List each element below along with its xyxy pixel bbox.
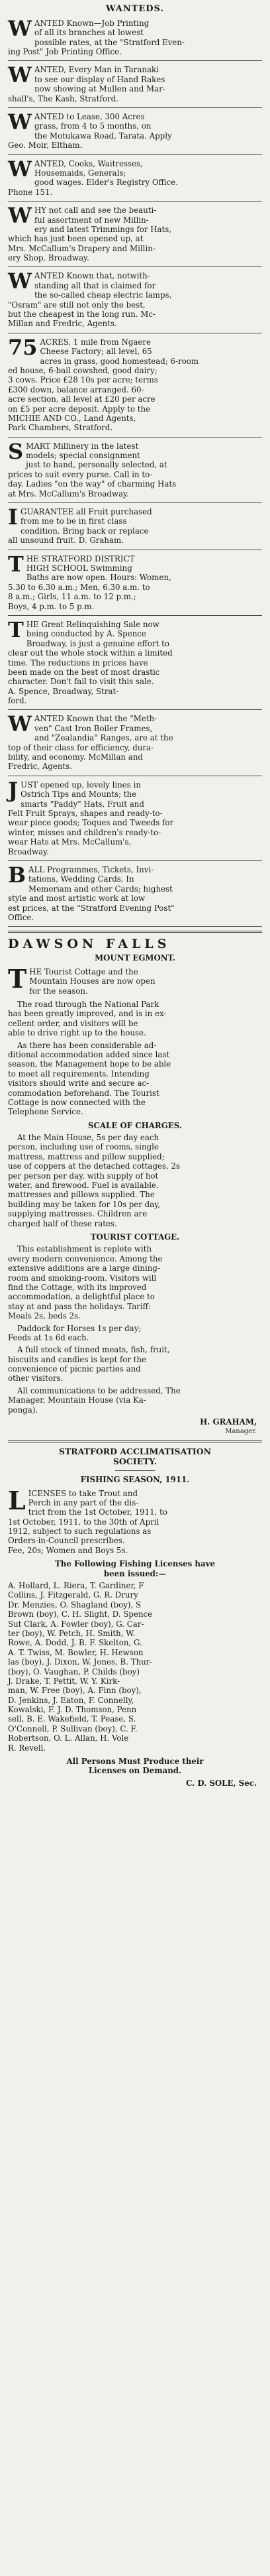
section-heading: WANTEDS. xyxy=(105,4,165,14)
drop-cap: T xyxy=(8,963,27,994)
drop-cap: W xyxy=(8,62,32,88)
ad-text: ALL Programmes, Tickets, Invi- tations, Wedding Cards, In Memoriam and other Cards; highest style and most artistic work at low est prices, at the "Stratford Evening Post" Office. xyxy=(8,864,175,922)
classified-ad-75-acres xyxy=(8,334,262,433)
drop-cap: J xyxy=(8,777,19,803)
dawson-falls-title: DAWSON FALLS xyxy=(8,937,171,952)
ad-text: ANTED, Every Man in Taranaki to see our display of Hand Rakes now showing at Mullen and Mar- shall's, The Kash, Stratford. xyxy=(8,65,165,103)
ad-divider xyxy=(8,926,262,927)
classified-ad-methven-cast-iron xyxy=(8,711,262,772)
ad-text: GUARANTEE all Fruit purchased from me to be in first class condition. Bring back or replace all unsound fruit. D. Graham. xyxy=(8,507,152,546)
main-house-charges: At the Main House, 5s per day each person, including use of rooms, single mattress, mattress and pillow supplied; use of coppers at the detached cottages, 2s per person per day, with supply of hot water, and firewood. Fuel is available. mattresses and pillows supplied. The building may be taken for 10s per day, supplying mattresses. Children are charged half of these rates. xyxy=(8,1133,181,1228)
drop-cap: T xyxy=(8,551,24,577)
dawson-paragraphs xyxy=(8,1000,262,1117)
license-holders: A. Hollard, L. Riera, T. Gardiner, F Collins, J. Fitzgerald, G. R. Drury Dr. Menzies, O. Shagland (boy), S Brown (boy), C. H. Slight, D. Spence Sut Clark, A. Fowler (boy), G. Car- ter (boy), W. Petch, H. Smith, W. Rowe, A. Dodd, J. B. F. Skelton, G. A. T. Twiss, M. Bowler, H. Hewson las (boy), J. Dixon, W. Jones, B. Thur- (boy), O. Vaughan, P. Childs (boy) J. Drake, T. Pettit, W. Y. Kirk- man, W. Free (boy), A. Finn (boy), D. Jenkins, J. Eaton, F. Connelly, Kowalski, F. J. D. Thomson, Penn sell, B. E. Wakefield, T. Pease, S. O'Connell, P. Sullivan (boy), C. F. Robertson, O. L. Allan, H. Vole R. Revell. xyxy=(8,1581,153,1753)
drop-cap: 75 xyxy=(8,334,38,360)
ad-text: HE Great Relinquishing Sale now being conducted by A. Spence Broadway, is just a genuine effort to clear out the whole stock within a limited time. The reductions in prices have been made on the best of most drastic character. Don't fail to visit this sale. A. Spence, Broadway, Strat- ford. xyxy=(8,619,173,706)
ad-text: ANTED Known that the "Meth- ven" Cast Iron Boiler Frames, and "Zealandia" Ranges, are at the top of their class for efficiency, dura- bility, and economy. McMillan and Fredric, Agents. xyxy=(8,714,173,772)
classified-ad-job-printing xyxy=(8,15,262,57)
fishing-season-heading: FISHING SEASON, 1911. xyxy=(80,1475,190,1485)
ad-divider xyxy=(8,201,262,202)
produce-licenses-notice: All Persons Must Produce their Licenses on Demand. xyxy=(66,1757,204,1776)
licenses-notice xyxy=(8,1485,262,1556)
classified-ad-cooks-waitresses xyxy=(8,156,262,198)
drop-cap: L xyxy=(8,1485,26,1515)
short-rule xyxy=(115,1470,155,1471)
paddock-text: Paddock for Horses 1s per day; Feeds at 1s 6d each. xyxy=(8,1323,142,1342)
dawson-falls-ad xyxy=(8,937,262,1436)
acclimatisation-society-ad xyxy=(8,1446,262,1788)
classified-ad-smart-millinery xyxy=(8,438,262,498)
society-title: STRATFORD ACCLIMATISATION SOCIETY. xyxy=(58,1446,212,1466)
classified-ad-high-school-baths xyxy=(8,551,262,611)
secretary-signature: C. D. SOLE, Sec. xyxy=(185,1778,257,1788)
ad-text: HY not call and see the beauti- ful assortment of new Millin- ery and latest Trimmings for Hats, which has just been opened up, at Mrs. McCallum's Drapery and Millin- ery Shop, Broadway. xyxy=(8,205,172,263)
dawson-paragraph: The road through the National Park has been greatly improved, and is in ex- cellent order, and visitors will be able to drive right up to the house. xyxy=(8,1000,167,1038)
classified-ad-every-man xyxy=(8,62,262,103)
ad-divider xyxy=(8,860,262,861)
classified-ad-ball-programmes xyxy=(8,862,262,922)
drop-cap: W xyxy=(8,711,32,737)
classified-ad-relinquishing-sale xyxy=(8,616,262,706)
ad-divider xyxy=(8,266,262,267)
classified-ad-millinery xyxy=(8,205,262,263)
manager-signature: H. GRAHAM, xyxy=(200,1417,257,1427)
drop-cap: S xyxy=(8,438,24,464)
ad-text: ANTED Known—Job Printing of all its branches at lowest possible rates, at the "Stratford Even- ing Post" Job Printing Office. xyxy=(8,18,185,57)
ad-divider xyxy=(8,107,262,108)
ad-divider xyxy=(8,709,262,710)
drop-cap: W xyxy=(8,203,32,229)
section-divider xyxy=(8,1440,262,1442)
classified-ad-lease-300-acres xyxy=(8,109,262,150)
dawson-falls-subtitle: MOUNT EGMONT. xyxy=(95,953,175,963)
ad-text: ANTED Known that, notwith- standing all that is claimed for the so-called cheap electric lamps, "Osram" are still not only the best, but the cheapest in the long run. Mc- Millan and Fredric, Agents. xyxy=(8,271,172,329)
dawson-intro xyxy=(8,963,262,996)
tourist-cottage-text: This establishment is replete with every modern convenience. Among the extensive additions are a large dining- room and smoking-room. Visitors will find the Cottage, with its improved accommodation, a delightful place to stay at and pass the holidays. Tariff: Meals 2s, beds 2s. xyxy=(8,1244,163,1321)
ad-divider xyxy=(8,437,262,438)
ad-text: ACRES, 1 mile from Ngaere Cheese Factory; all level, 65 acres in grass, good homestead; 6-room ed house, 6-bail cowshed, good dairy; 3 cows. Price £28 10s per acre; terms £300 down, balance arranged. 60- acre section, all level at £20 per acre on £5 per acre deposit. Apply to the MICHIE AND CO., Land Agents, Park Chambers, Stratford. xyxy=(8,337,199,433)
dawson-paragraph: As there has been considerable ad- ditional accommodation added since last season, the Management hope to be able to meet all requirements. Intending visitors should write and secure ac- commodation beforehand. The Tourist Cottage is now connected with the Telephone Service. xyxy=(8,1040,171,1117)
drop-cap: B xyxy=(8,862,26,888)
drop-cap: W xyxy=(8,15,32,41)
manager-title: Manager. xyxy=(225,1428,257,1436)
classified-ad-electric-lamps xyxy=(8,268,262,329)
drop-cap: W xyxy=(8,268,32,294)
classified-ad-ostrich-tips xyxy=(8,777,262,856)
ad-divider xyxy=(8,154,262,155)
drop-cap: T xyxy=(8,616,24,642)
drop-cap: I xyxy=(8,504,18,530)
ad-divider xyxy=(8,615,262,616)
ad-divider xyxy=(8,502,262,503)
ad-text: ANTED to Lease, 300 Acres grass, from 4 to 5 months, on the Motukawa Road, Tarata. Apply Geo. Moir, Eltham. xyxy=(8,111,172,150)
issued-heading: The Following Fishing Licenses have been issued:— xyxy=(55,1559,215,1578)
classified-ad-guarantee-fruit xyxy=(8,504,262,546)
communications-text: All communications to be addressed, The Manager, Mountain House (via Ka- ponga). xyxy=(8,1385,181,1415)
licenses-text: ICENSES to take Trout and Perch in any part of the dis- trict from the 1st October, 1911, to 1st October, 1911, to the 30th of April 1912, subject to such regulations as Orders-in-Council prescribes. Fee, 20s; Women and Boys 5s. xyxy=(8,1488,167,1555)
dawson-intro-text: HE Tourist Cottage and the Mountain Houses are now open for the season. xyxy=(29,966,156,996)
drop-cap: W xyxy=(8,109,32,135)
ad-text: HE STRATFORD DISTRICT HIGH SCHOOL Swimming Baths are now open. Hours: Women, 5.30 to 6.30 a.m.; Men, 6.30 a.m. to 8 a.m.; Girls, 11 a.m. to 12 p.m.; Boys, 4 p.m. to 5 p.m. xyxy=(8,554,171,611)
ad-text: UST opened up, lovely lines in Ostrich Tips and Mounts; the smarts "Paddy" Hats, Fruit and Felt Fruit Sprays, shapes and ready-to- wear piece goods; Toques and Tweeds for winter, misses and children's ready-to- wear Hats at Mrs. McCallum's, Broadway. xyxy=(8,780,174,856)
ad-divider xyxy=(8,60,262,61)
tourist-cottage-heading: TOURIST COTTAGE. xyxy=(90,1232,180,1242)
scale-of-charges-heading: SCALE OF CHARGES. xyxy=(88,1120,182,1130)
ad-text: MART Millinery in the latest models; special consignment just to hand, personally selected, at prices to suit every purse. Call in to- day. Ladies "on the way" of charming Hats at Mrs. McCallum's Broadway. xyxy=(8,441,177,498)
ad-text: ANTED, Cooks, Waitresses, Housemaids, Generals; good wages. Elder's Registry Office. Phone 151. xyxy=(8,158,179,197)
section-divider xyxy=(8,931,262,933)
stores-text: A full stock of tinned meats, fish, fruit, biscuits and candies is kept for the convenience of picnic parties and other visitors. xyxy=(8,1345,170,1383)
drop-cap: W xyxy=(8,156,32,182)
classified-ads xyxy=(8,15,262,927)
